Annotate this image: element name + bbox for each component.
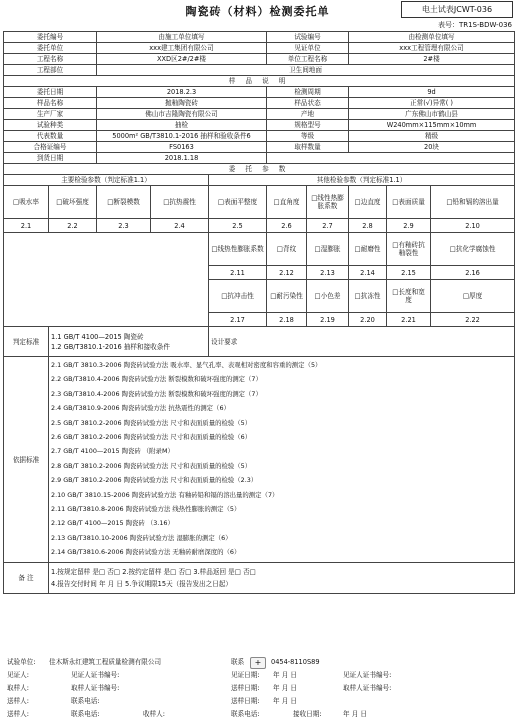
label-basis: 依据标准: [4, 357, 49, 563]
phone-value: 0454-8110S89: [271, 658, 320, 666]
criteria-line: 1.2 GB/T3810.1-2016 抽样和接收条件: [51, 342, 170, 351]
deliverer-label: 送样人:: [7, 697, 30, 705]
param-moisture-expansion[interactable]: □湿膨胀: [307, 233, 349, 266]
sample-name-field[interactable]: 抛釉陶瓷砖: [97, 98, 267, 109]
sampling-date-ymd: 年 月 日: [273, 684, 297, 692]
contact2-label: 联系电话:: [231, 710, 260, 718]
param-num: 2.20: [349, 313, 387, 327]
test-period-field[interactable]: 9d: [349, 87, 515, 98]
label-test-type: 试验种类: [4, 120, 97, 131]
receiver-label: 收样人:: [143, 710, 166, 718]
footer-signatures: [3, 656, 514, 720]
param-num: 2.9: [387, 219, 431, 233]
param-surface-flatness[interactable]: □表面平整度: [209, 186, 267, 219]
sampler-label: 取样人:: [7, 684, 30, 692]
param-num: 2.18: [267, 313, 307, 327]
contact-label: 联系电话:: [71, 697, 100, 705]
param-modulus-rupture[interactable]: □断裂模数: [97, 186, 151, 219]
basis-line: 2.9 GB/T 3810.2-2006 陶瓷砖试验方法 尺寸和表面质量的检验（2.3）: [51, 476, 258, 485]
label-commission-date: 委托日期: [4, 87, 97, 98]
param-num: 2.21: [387, 313, 431, 327]
param-num: 2.2: [49, 219, 97, 233]
param-linear-expansion[interactable]: □线性热膨胀系数: [307, 186, 349, 219]
sampler-cert-label: 取样人证书编号:: [71, 684, 120, 692]
label-criteria: 判定标准: [4, 327, 49, 357]
param-back-pattern[interactable]: □背纹: [267, 233, 307, 266]
witness-unit-field[interactable]: xxx工程管理有限公司: [349, 43, 515, 54]
rep-qty-field[interactable]: 5000m² GB/T3810.1-2016 抽样和验收条件6: [97, 131, 267, 142]
param-num: 2.12: [267, 266, 307, 280]
param-abrasion[interactable]: □耐磨性: [349, 233, 387, 266]
label-arrival-date: 到货日期: [4, 153, 97, 164]
basis-line: 2.3 GB/T3810.4-2006 陶瓷砖试验方法 断裂模数和破坏强度的测定（7）: [51, 389, 262, 398]
phone-label: 联系: [231, 658, 245, 666]
test-no-field[interactable]: 由检测单位填写: [349, 32, 515, 43]
param-thermal-shock[interactable]: □抗热震性: [151, 186, 209, 219]
param-num: 2.6: [267, 219, 307, 233]
commission-table: [3, 31, 515, 594]
label-sample-name: 样品名称: [4, 98, 97, 109]
submit-date-label: 送样日期:: [231, 697, 260, 705]
label-commission-no: 委托编号: [4, 32, 97, 43]
label-test-period: 检测周期: [267, 87, 349, 98]
arrival-blank: [267, 153, 515, 164]
sampler-cert-label-2: 取样人证书编号:: [343, 684, 392, 692]
remarks-content: [49, 563, 515, 594]
witness-cert-label: 见证人证书编号:: [71, 671, 120, 679]
cert-no-field[interactable]: FS0163: [97, 142, 267, 153]
label-witness-unit: 见证单位: [267, 43, 349, 54]
basis-line: 2.4 GB/T3810.9-2006 陶瓷砖试验方法 抗热震性的测定（6）: [51, 404, 230, 413]
form-code-badge: 电土试表JCWT-036: [401, 1, 513, 18]
form-number: 表号：TR1S-BDW-036: [437, 21, 512, 29]
plus-icon[interactable]: +: [250, 657, 266, 669]
receive-date-label: 接收日期:: [293, 710, 322, 718]
param-num: 2.1: [4, 219, 49, 233]
param-num: 2.13: [307, 266, 349, 280]
param-edge-straightness[interactable]: □边直度: [349, 186, 387, 219]
basis-line: 2.13 GB/T3810.10-2006 陶瓷砖试验方法 湿膨胀的测定（6）: [51, 533, 232, 542]
criteria-line: 1.1 GB/T 4100—2015 陶瓷砖: [51, 332, 144, 341]
spec-field[interactable]: W240mm×115mm×10mm: [349, 120, 515, 131]
param-impact[interactable]: □抗冲击性: [209, 280, 267, 313]
param-thickness[interactable]: □厚度: [431, 280, 515, 313]
param-lead-cadmium[interactable]: □铅和镉的溶出量: [431, 186, 515, 219]
label-spec: 规格型号: [267, 120, 349, 131]
page-title: 陶瓷砖（材料）检测委托单: [185, 5, 330, 18]
witness-date-ymd: 年 月 日: [273, 671, 297, 679]
witness-cert-label-2: 见证人证书编号:: [343, 671, 392, 679]
lab-label: 试验单位:: [7, 658, 36, 666]
receive-date-ymd: 年 月 日: [343, 710, 367, 718]
label-rep-qty: 代表数量: [4, 131, 97, 142]
commission-no-field[interactable]: 由施工单位填写: [97, 32, 267, 43]
basis-line: 2.8 GB/T 3810.2-2006 陶瓷砖试验方法 尺寸和表面质量的检验（5）: [51, 461, 252, 470]
basis-line: 2.11 GB/T3810.8-2006 陶瓷砖试验方法 线热性膨胀的测定（5）: [51, 504, 241, 513]
param-water-absorption[interactable]: □吸水率: [4, 186, 49, 219]
arrival-date-field[interactable]: 2018.1.18: [97, 153, 267, 164]
witness-date-label: 见证日期:: [231, 671, 260, 679]
other-params-header: 其他检验参数（判定标准1.1）: [209, 175, 515, 186]
basis-list: [49, 357, 515, 563]
basis-line: 2.1 GB/T 3810.3-2006 陶瓷砖试验方法 吸水率、显气孔率、表观相对密度和容重的测定（5）: [51, 361, 322, 369]
label-sample-state: 样品状态: [267, 98, 349, 109]
label-sample-qty: 取样数量: [267, 142, 349, 153]
label-project-name: 工程名称: [4, 54, 97, 65]
label-manufacturer: 生产厂家: [4, 109, 97, 120]
unit-project-field[interactable]: 2#楼: [349, 54, 515, 65]
sampling-date-label: 送样日期:: [231, 684, 260, 692]
param-chemical-resistance[interactable]: □抗化学腐蚀性: [431, 233, 515, 266]
param-num: 2.7: [307, 219, 349, 233]
param-length-width[interactable]: □长度和宽度: [387, 280, 431, 313]
label-project-part: 工程部位: [4, 65, 97, 76]
submit-date-ymd: 年 月 日: [273, 697, 297, 705]
label-unit-project: 单位工程名称: [267, 54, 349, 65]
param-stain[interactable]: □耐污染性: [267, 280, 307, 313]
label-cert-no: 合格证编号: [4, 142, 97, 153]
param-squareness[interactable]: □直角度: [267, 186, 307, 219]
remarks-line: 4.报告交付时间 年 月 日 5.争议期限15天（报告发出之日起）: [51, 580, 233, 588]
lab-value: 佳木斯永红建筑工程质量检测有限公司: [49, 658, 162, 666]
label-client-unit: 委托单位: [4, 43, 97, 54]
sample-state-field[interactable]: 正常(√)异常( ): [349, 98, 515, 109]
design-requirement: 设计要求: [209, 327, 515, 357]
deliverer-label-2: 送样人:: [7, 710, 30, 718]
witness-label: 见证人:: [7, 671, 30, 679]
param-num: 2.15: [387, 266, 431, 280]
param-num: 2.8: [349, 219, 387, 233]
param-num: 2.10: [431, 219, 515, 233]
param-num: 2.19: [307, 313, 349, 327]
basis-line: 2.14 GB/T3810.6-2006 陶瓷砖试验方法 无釉砖耐磨深度的（6）: [51, 548, 241, 557]
test-type-field[interactable]: 抽检: [97, 120, 267, 131]
section-commission-params: 委 托 参 数: [4, 164, 515, 175]
criteria-list: [49, 327, 209, 357]
basis-line: 2.6 GB/T 3810.2-2006 陶瓷砖试验方法 尺寸和表面质量的检验（6）: [51, 432, 252, 441]
params-blank-area: [4, 233, 209, 327]
param-num: 2.16: [431, 266, 515, 280]
param-linear-expansion-2[interactable]: □线热性膨胀系数: [209, 233, 267, 266]
remarks-line: 1.按规定留样 是□ 否□ 2.按约定留样 是□ 否□ 3.样品返回 是□ 否□: [51, 568, 256, 576]
label-remarks: 备 注: [4, 563, 49, 594]
basis-line: 2.5 GB/T 3810.2-2006 陶瓷砖试验方法 尺寸和表面质量的检验（5）: [51, 418, 252, 427]
commission-date-field[interactable]: 2018.2.3: [97, 87, 267, 98]
contact-label-2: 联系电话:: [71, 710, 100, 718]
sample-qty-field[interactable]: 20块: [349, 142, 515, 153]
param-breaking-strength[interactable]: □破坏强度: [49, 186, 97, 219]
param-num: 2.14: [349, 266, 387, 280]
param-num: 2.5: [209, 219, 267, 233]
param-num: 2.11: [209, 266, 267, 280]
grade-field[interactable]: 精级: [349, 131, 515, 142]
param-num: 2.3: [97, 219, 151, 233]
client-unit-field[interactable]: xxx建工集团有限公司: [97, 43, 267, 54]
origin-field[interactable]: 广东佛山市鹤山县: [349, 109, 515, 120]
section-sample-description: 样 品 说 明: [4, 76, 515, 87]
param-color-diff[interactable]: □小色差: [307, 280, 349, 313]
param-surface-quality[interactable]: □表面质量: [387, 186, 431, 219]
basis-line: 2.10 GB/T 3810.15-2006 陶瓷砖试验方法 有釉砖铅和镉的溶出量的测定（7）: [51, 490, 279, 499]
param-num: 2.17: [209, 313, 267, 327]
manufacturer-field[interactable]: 佛山市吉隆陶瓷有限公司: [97, 109, 267, 120]
param-frost[interactable]: □抗冻性: [349, 280, 387, 313]
param-crazing[interactable]: □有釉砖抗釉裂性: [387, 233, 431, 266]
param-num: 2.4: [151, 219, 209, 233]
label-test-no: 试验编号: [267, 32, 349, 43]
label-grade: 等级: [267, 131, 349, 142]
project-name-field[interactable]: XXD区2#/2#楼: [97, 54, 267, 65]
basis-line: 2.12 GB/T 4100—2015 陶瓷砖 （3.16）: [51, 519, 174, 528]
basis-line: 2.2 GB/T3810.4-2006 陶瓷砖试验方法 断裂模数和破坏强度的测定（7）: [51, 375, 262, 384]
param-num: 2.22: [431, 313, 515, 327]
main-params-header: 主要检验参数（判定标准1.1）: [4, 175, 209, 186]
project-part-field[interactable]: 卫生间地面: [97, 65, 515, 76]
basis-line: 2.7 GB/T 4100—2015 陶瓷砖 （附录M）: [51, 447, 174, 456]
label-origin: 产地: [267, 109, 349, 120]
